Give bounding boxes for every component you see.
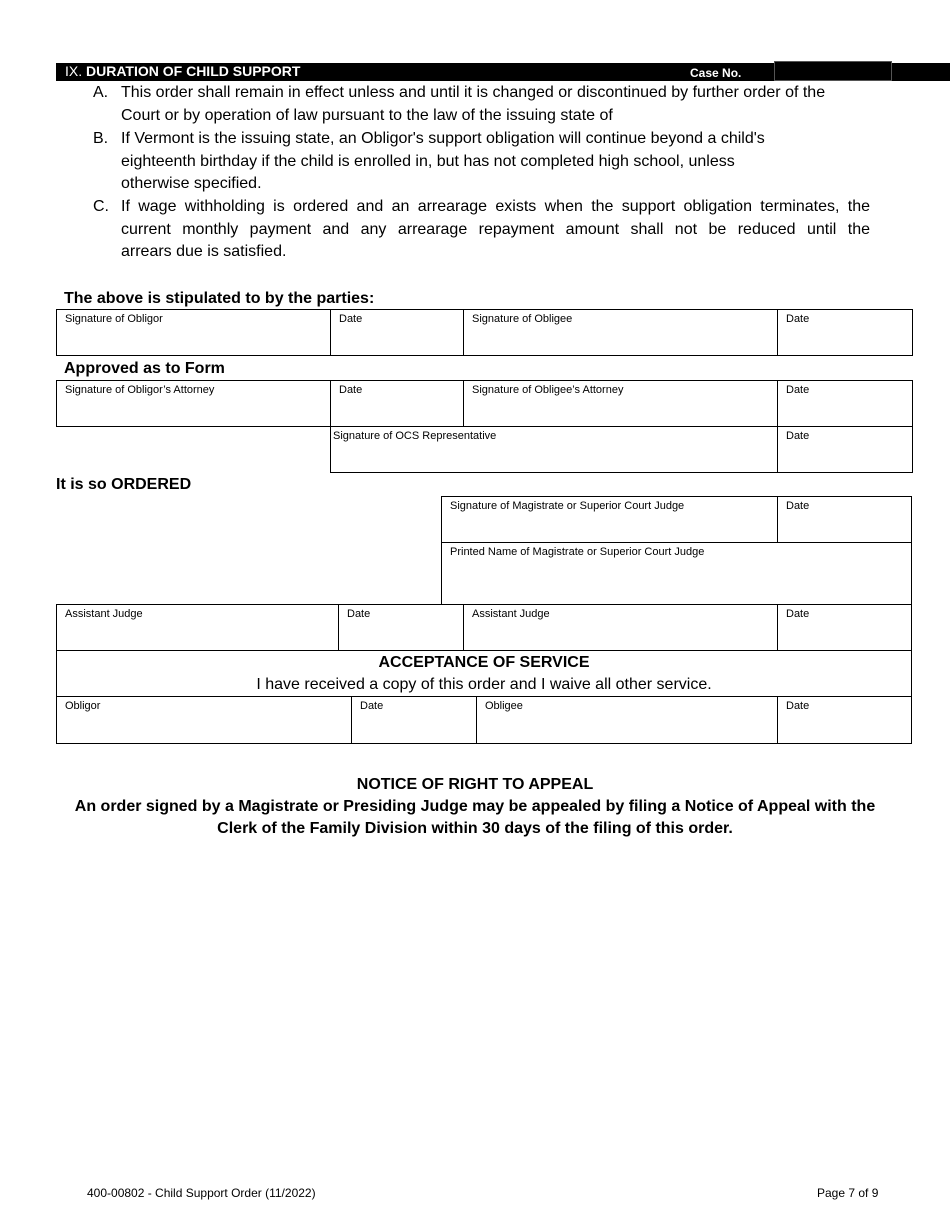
date-field[interactable] — [777, 604, 912, 651]
obligor-signature-field[interactable] — [56, 309, 331, 356]
field-label: Date — [786, 608, 810, 620]
case-number-label: Case No. — [690, 66, 742, 80]
field-label: Obligor — [65, 700, 101, 712]
appeal-text: Clerk of the Family Division within 30 days of the filing of this order. — [217, 820, 733, 837]
item-text: arrears due is satisfied. — [121, 243, 287, 260]
judge-signature-field[interactable] — [441, 496, 778, 543]
field-label: Obligee — [485, 700, 523, 712]
field-label: Date — [786, 430, 810, 442]
page-number: Page 7 of 9 — [817, 1186, 879, 1200]
assistant-judge-field[interactable] — [463, 604, 778, 651]
item-label: A. — [93, 84, 109, 101]
obligee-signature-field[interactable] — [463, 309, 778, 356]
field-label: Signature of Obligee’s Attorney — [472, 384, 624, 396]
item-text: eighteenth birthday if the child is enrolled in, but has not completed high school, unless — [121, 152, 735, 170]
field-label: Assistant Judge — [472, 608, 550, 620]
item-label: C. — [93, 198, 109, 215]
item-text: If wage withholding is ordered and an arrearage exists when the support obligation terminates, the — [121, 198, 870, 215]
stipulated-heading: The above is stipulated to by the parties: — [64, 290, 375, 307]
ocs-representative-signature-field[interactable] — [330, 426, 778, 473]
judge-printed-name-field[interactable] — [441, 542, 912, 605]
field-label: Assistant Judge — [65, 608, 143, 620]
field-label: Date — [786, 700, 810, 712]
field-label: Signature of Obligor’s Attorney — [65, 384, 215, 396]
field-label: Date — [339, 313, 363, 325]
field-label: Date — [347, 608, 371, 620]
item-text: Court or by operation of law pursuant to the law of the issuing state of — [121, 106, 613, 124]
assistant-judge-field[interactable] — [56, 604, 339, 651]
field-label: Signature of OCS Representative — [333, 430, 497, 442]
item-label: B. — [93, 130, 109, 147]
appeal-text: An order signed by a Magistrate or Presiding Judge may be appealed by filing a Notice of Appeal with the — [74, 798, 876, 815]
field-label: Date — [786, 500, 810, 512]
item-text: This order shall remain in effect unless and until it is changed or discontinued by further order of the — [121, 84, 826, 101]
date-field[interactable] — [777, 380, 913, 427]
date-field[interactable] — [777, 496, 912, 543]
section-number: IX. — [65, 63, 83, 79]
obligor-attorney-signature-field[interactable] — [56, 380, 331, 427]
acceptance-title: ACCEPTANCE OF SERVICE — [378, 654, 590, 671]
field-label: Signature of Magistrate or Superior Court Judge — [450, 500, 685, 512]
date-field[interactable] — [777, 696, 912, 744]
obligor-acceptance-field[interactable] — [56, 696, 352, 744]
acceptance-text: I have received a copy of this order and I waive all other service. — [256, 676, 712, 693]
date-field[interactable] — [330, 309, 464, 356]
field-label: Date — [360, 700, 384, 712]
appeal-title: NOTICE OF RIGHT TO APPEAL — [356, 776, 594, 793]
item-text: If Vermont is the issuing state, an Obligor's support obligation will continue beyond a child's — [121, 130, 765, 147]
field-label: Signature of Obligor — [65, 313, 163, 325]
ordered-heading: It is so ORDERED — [56, 476, 192, 493]
form-id: 400-00802 - Child Support Order (11/2022) — [87, 1186, 316, 1200]
date-field[interactable] — [777, 309, 913, 356]
approved-heading: Approved as to Form — [64, 360, 225, 377]
date-field[interactable] — [338, 604, 464, 651]
case-number-field[interactable] — [774, 61, 892, 81]
obligee-acceptance-field[interactable] — [476, 696, 778, 744]
field-label: Signature of Obligee — [472, 313, 573, 325]
section-title-text: DURATION OF CHILD SUPPORT — [86, 63, 301, 79]
field-label: Date — [786, 384, 810, 396]
date-field[interactable] — [777, 426, 913, 473]
field-label: Printed Name of Magistrate or Superior Court Judge — [450, 546, 705, 558]
obligee-attorney-signature-field[interactable] — [463, 380, 778, 427]
item-text: otherwise specified. — [121, 175, 262, 192]
section-title — [65, 62, 300, 80]
date-field[interactable] — [330, 380, 464, 427]
field-label: Date — [339, 384, 363, 396]
date-field[interactable] — [351, 696, 477, 744]
item-text: current monthly payment and any arrearage repayment amount shall not be reduced until the — [121, 220, 870, 238]
field-label: Date — [786, 313, 810, 325]
